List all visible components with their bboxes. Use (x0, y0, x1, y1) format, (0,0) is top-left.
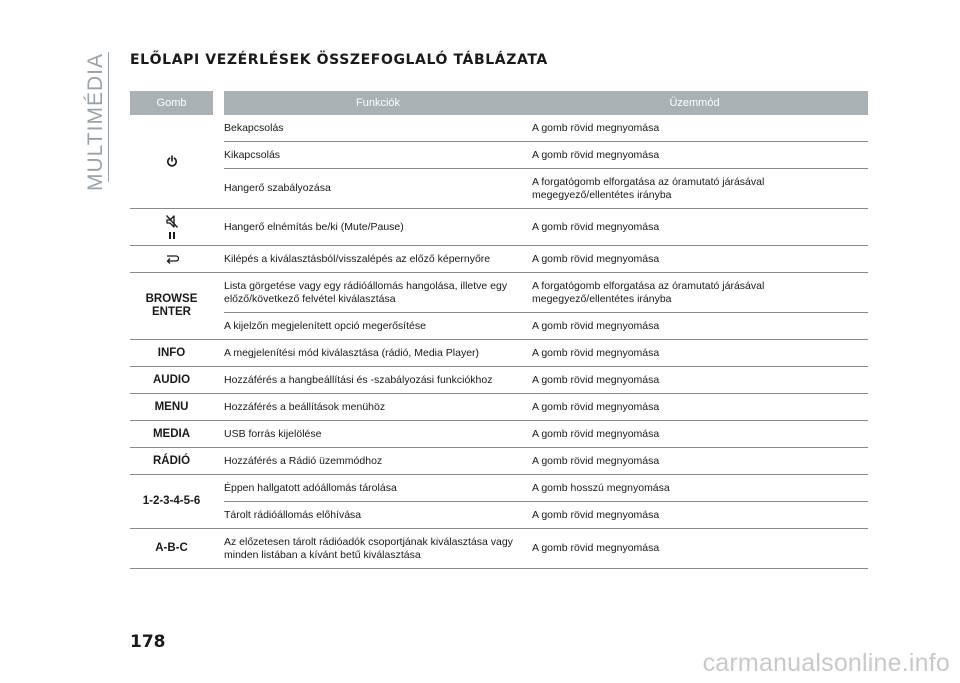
function-cell: Kilépés a kiválasztásból/visszalépés az előző képernyőre (224, 252, 491, 265)
header-button: Gomb (156, 97, 187, 109)
function-cell: Tárolt rádióállomás előhívása (224, 508, 362, 521)
button-cell (130, 246, 213, 272)
table-group-radio (130, 448, 868, 475)
controls-table (130, 91, 868, 569)
watermark: carmanualsonline.info (702, 649, 950, 677)
mode-cell: A gomb rövid megnyomása (532, 542, 660, 555)
function-cell: A megjelenítési mód kiválasztása (rádió, Media Player) (224, 346, 480, 359)
table-row (224, 168, 868, 208)
function-cell: Éppen hallgatott adóállomás tárolása (224, 481, 397, 494)
function-cell: Lista görgetése vagy egy rádióállomás hangolása, illetve egy előző/következő felvétel kiválasztása (224, 280, 508, 305)
button-cell (130, 209, 213, 245)
button-label-line2: ENTER (152, 306, 191, 318)
mode-cell: A forgatógomb elforgatása az óramutató járásával megegyező/ellentétes irányba (532, 176, 765, 201)
page-heading: ELŐLAPI VEZÉRLÉSEK ÖSSZEFOGLALÓ TÁBLÁZATA (130, 52, 548, 68)
header-function: Funkciók (355, 97, 401, 109)
function-cell: Kikapcsolás (224, 148, 281, 161)
mode-cell: A gomb rövid megnyomása (532, 148, 660, 161)
mode-cell: A gomb rövid megnyomása (532, 121, 660, 134)
mode-cell: A gomb rövid megnyomása (532, 346, 660, 359)
mode-cell: A gomb rövid megnyomása (532, 454, 660, 467)
function-cell: Hozzáférés a Rádió üzemmódhoz (224, 454, 383, 467)
table-group-audio (130, 367, 868, 394)
table-row (224, 209, 868, 245)
button-label (146, 293, 198, 319)
table-row (224, 367, 868, 393)
table-row (224, 529, 868, 568)
mode-cell: A gomb rövid megnyomása (532, 319, 660, 332)
section-rule (108, 52, 109, 182)
mode-cell: A forgatógomb elforgatása az óramutató járásával megegyező/ellentétes irányba (532, 280, 765, 305)
mode-cell: A gomb hosszú megnyomása (532, 481, 670, 494)
table-row (224, 246, 868, 272)
table-row (224, 475, 868, 501)
table-group-abc (130, 529, 868, 569)
table-row (224, 273, 868, 312)
mode-cell: A gomb rövid megnyomása (532, 252, 660, 265)
table-row (224, 421, 868, 447)
function-cell: Hangerő elnémítás be/ki (Mute/Pause) (224, 220, 404, 233)
button-cell: MEDIA (152, 427, 191, 440)
button-cell: MENU (154, 400, 189, 413)
mode-cell: A gomb rövid megnyomása (532, 220, 660, 233)
table-row (224, 340, 868, 366)
button-cell: RÁDIÓ (152, 454, 191, 467)
mode-cell: A gomb rövid megnyomása (532, 373, 660, 386)
mute-pause-icon (165, 214, 179, 240)
button-cell: 1-2-3-4-5-6 (142, 495, 201, 507)
mode-cell: A gomb rövid megnyomása (532, 427, 660, 440)
table-row (224, 115, 868, 141)
mode-cell: A gomb rövid megnyomása (532, 400, 660, 413)
table-group-info (130, 340, 868, 367)
table-group-power (130, 115, 868, 209)
button-label-line1: BROWSE (145, 293, 198, 305)
button-cell: A-B-C (155, 542, 188, 554)
function-cell: Hozzáférés a hangbeállítási és -szabályozási funkciókhoz (224, 373, 493, 386)
table-group-back (130, 246, 868, 273)
function-cell: Hozzáférés a beállítások menühöz (224, 400, 386, 413)
table-row (224, 394, 868, 420)
button-cell (130, 273, 213, 339)
page-number: 178 (130, 632, 166, 652)
mode-cell: A gomb rövid megnyomása (532, 508, 660, 521)
function-cell: Az előzetesen tárolt rádióadók csoportjának kiválasztása vagy minden listában a kívánt betű kiválasztása (224, 536, 513, 561)
table-row (224, 141, 868, 168)
table-row (224, 448, 868, 474)
function-cell: Bekapcsolás (224, 121, 284, 134)
header-mode: Üzemmód (669, 97, 720, 109)
table-group-menu (130, 394, 868, 421)
power-icon (166, 155, 178, 168)
table-group-presets (130, 475, 868, 529)
button-cell (130, 115, 213, 208)
function-cell: Hangerő szabályozása (224, 182, 331, 195)
table-group-browse-enter (130, 273, 868, 340)
button-cell: AUDIO (152, 373, 191, 386)
back-arrow-icon (165, 254, 179, 264)
function-cell: USB forrás kijelölése (224, 427, 322, 440)
table-row (224, 501, 868, 528)
table-row (224, 312, 868, 339)
section-title (84, 52, 108, 192)
function-cell: A kijelzőn megjelenített opció megerősítése (224, 319, 426, 332)
section-title-text: MULTIMÉDIA (84, 53, 108, 191)
header-gap (213, 91, 224, 115)
button-cell: INFO (157, 346, 186, 359)
table-group-media (130, 421, 868, 448)
table-header (130, 91, 868, 115)
table-group-mute (130, 209, 868, 246)
